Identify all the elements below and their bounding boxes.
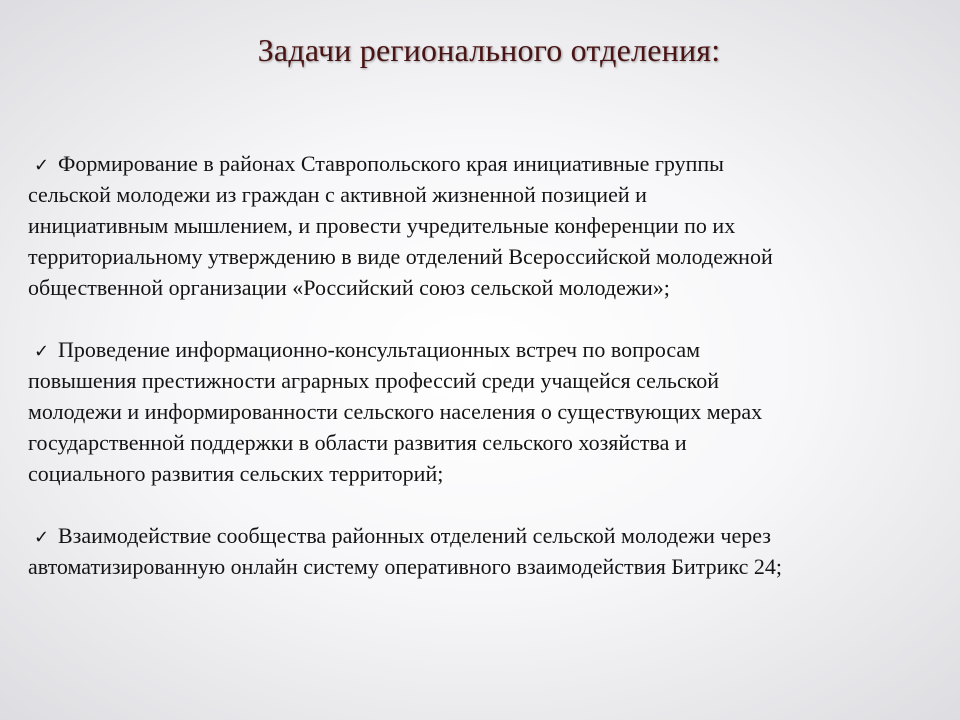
checkmark-icon: ✓: [34, 527, 50, 548]
task-item-2-line-5: социального развития сельских территорий;: [28, 461, 444, 486]
checkmark-icon: ✓: [34, 341, 50, 362]
task-item-3-line-2: автоматизированную онлайн систему оперативного взаимодействия Битрикс 24;: [28, 554, 782, 579]
task-item-1-line-2: сельской молодежи из граждан с активной жизненной позицией и: [28, 182, 647, 207]
task-item-1-line-3: инициативным мышлением, и провести учредительные конференции по их: [28, 213, 736, 238]
task-item-2-line-2: повышения престижности аграрных профессий среди учащейся сельской: [28, 368, 720, 393]
task-item-2-line-1: Проведение информационно-консультационных встреч по вопросам: [58, 337, 701, 362]
task-item-3: [28, 520, 948, 582]
task-item-2-line-4: государственной поддержки в области развития сельского хозяйства и: [28, 430, 687, 455]
task-item-1: [28, 148, 948, 303]
task-item-1-line-5: общественной организации «Российский союз сельской молодежи»;: [28, 275, 670, 300]
task-item-1-line-1: Формирование в районах Ставропольского края инициативные группы: [58, 151, 724, 176]
task-item-3-line-1: Взаимодействие сообщества районных отделений сельской молодежи через: [58, 523, 771, 548]
task-item-2: [28, 334, 948, 489]
checkmark-icon: ✓: [34, 155, 50, 176]
task-item-2-line-3: молодежи и информированности сельского населения о существующих мерах: [28, 399, 763, 424]
task-item-1-line-4: территориальному утверждению в виде отделений Всероссийской молодежной: [28, 244, 773, 269]
slide-title: Задачи регионального отделения:: [257, 32, 721, 68]
task-list: [28, 148, 948, 582]
